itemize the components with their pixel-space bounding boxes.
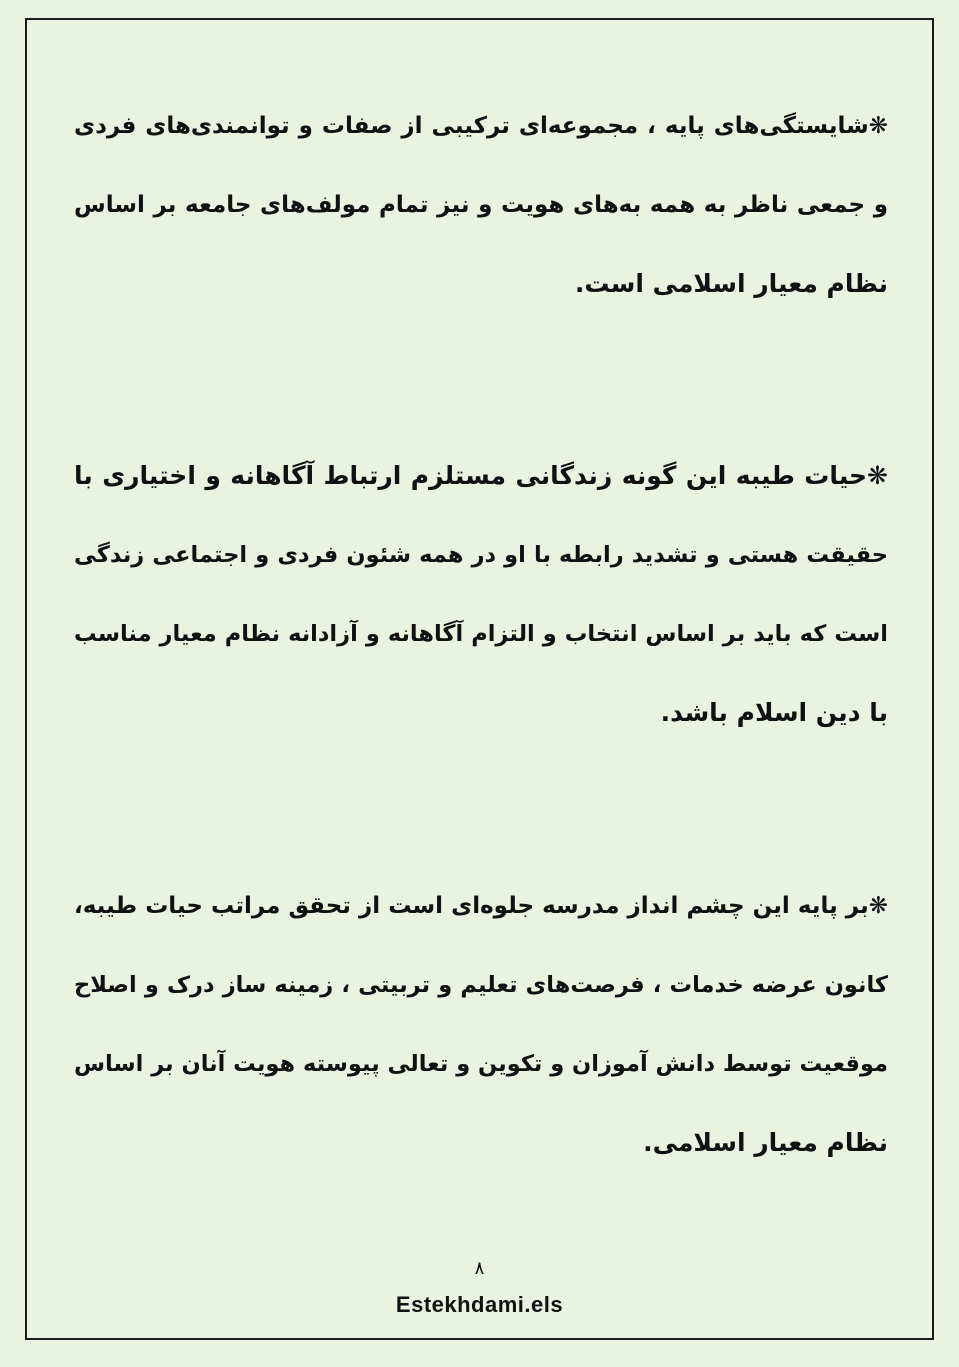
footer-brand: Estekhdami.els [395,1292,564,1317]
paragraph-line: ❋شایستگی‌های پایه ، مجموعه‌ای ترکیبی از صفات و توانمندی‌های فردی [74,113,888,139]
paragraph-school-vision [74,886,888,1202]
paragraph-line: است که باید بر اساس انتخاب و التزام آگاهانه و آزادانه نظام معیار مناسب [74,621,888,647]
paragraph-line: ❋حیات طیبه این گونه زندگانی مستلزم ارتباط آگاهانه و اختیاری با [74,461,888,490]
paragraph-line: نظام معیار اسلامی است. [574,269,888,298]
paragraph-line: کانون عرضه خدمات ، فرصت‌های تعلیم و تربیتی ، زمینه ساز درک و اصلاح [74,972,888,998]
paragraph-line: و جمعی ناظر به همه به‌های هویت و نیز تمام مولف‌های جامعه بر اساس [74,192,888,218]
paragraph-line: ❋بر پایه این چشم انداز مدرسه جلوه‌ای است از تحقق مراتب حیات طیبه، [74,893,888,919]
paragraph-good-life [74,456,888,772]
paragraph-line: حقیقت هستی و تشدید رابطه با او در همه شئون فردی و اجتماعی زندگی [74,542,888,568]
page-bottom-rule [25,1338,934,1340]
paragraph-core-competencies [74,106,888,343]
page-number: ۸ [474,1258,485,1279]
paragraph-line: با دین اسلام باشد. [660,698,888,727]
paragraph-line: نظام معیار اسلامی. [643,1128,888,1157]
paragraph-line: موقعیت توسط دانش آموزان و تکوین و تعالی پیوسته هویت آنان بر اساس [74,1051,888,1077]
